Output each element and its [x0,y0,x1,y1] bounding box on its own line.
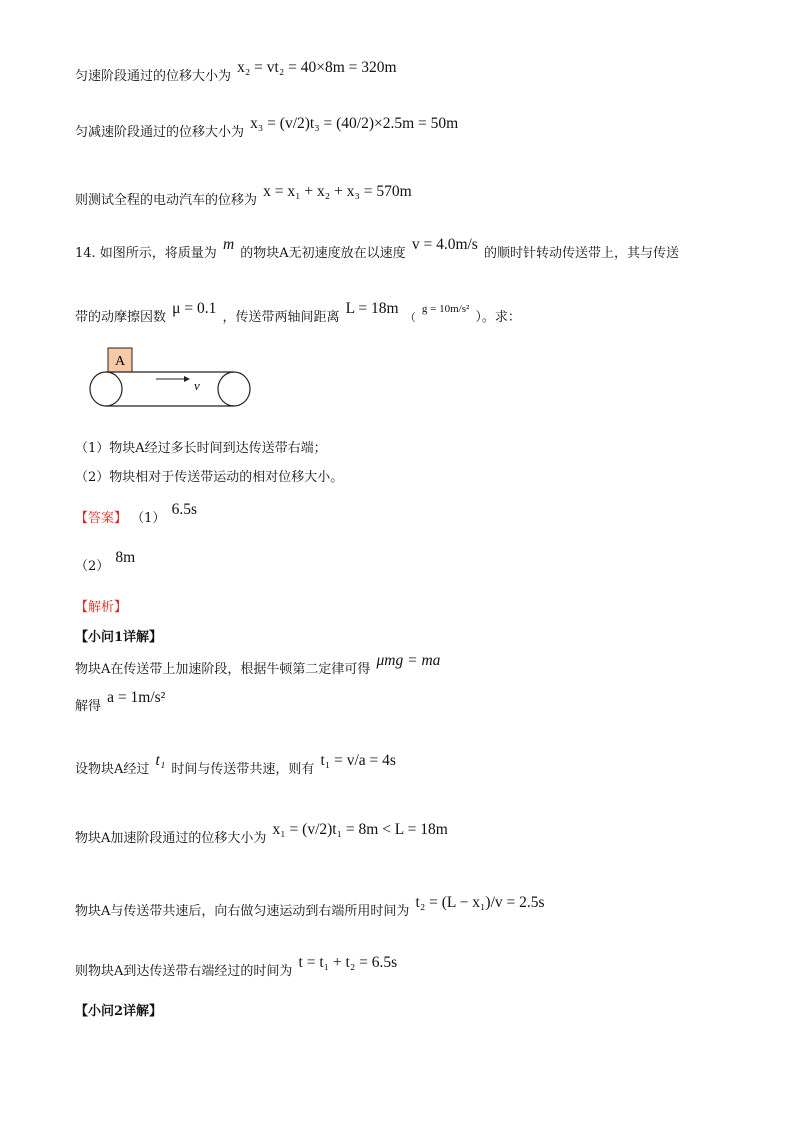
formula-velocity: v = 4.0m/s [411,236,478,253]
line-uniform-displacement [75,59,399,87]
sub-question-1: （1）物块A经过多长时间到达传送带右端； [75,441,327,456]
answer-number: （1） [131,511,166,526]
formula-x2: x₂ = vt₂ = 40×8m = 320m [237,59,397,76]
line-text: 匀减速阶段通过的位移大小为 [75,125,245,140]
formula-t1: t₁ = v/a = 4s [320,752,396,769]
analysis-label: 【解析】 [75,600,128,615]
step-text: 物块A加速阶段通过的位移大小为 [75,831,267,846]
formula-x-total: x = x₁ + x₂ + x₃ = 570m [263,183,412,200]
question-14-line-2 [75,300,521,328]
solution-step-5 [75,894,547,922]
formula-mu: μ = 0.1 [172,300,217,317]
formula-mass: m [222,236,235,253]
answer-number: （2） [75,559,110,574]
solution-step-3 [75,752,398,780]
right-roller [218,372,250,406]
answer-value: 8m [115,549,136,566]
solution-step-6 [75,954,399,982]
solution-step-1 [75,652,442,680]
step-text: 设物块A经过 [75,762,150,777]
solution-step-4 [75,821,450,849]
sub-heading-1: 【小问1详解】 [75,630,163,645]
line-text: 则测试全程的电动汽车的位移为 [75,193,258,208]
velocity-arrowhead [184,376,190,382]
step-text: 则物块A到达传送带右端经过的时间为 [75,964,293,979]
question-text: ，传送带两轴间距离 [222,310,340,325]
step-text: 物块A在传送带上加速阶段，根据牛顿第二定律可得 [75,662,371,677]
sub-question-2: （2）物块相对于传送带运动的相对位移大小。 [75,470,344,485]
formula-t2: t₂ = (L − x₁)/v = 2.5s [415,894,545,911]
line-decel-displacement [75,115,460,143]
formula-x1: x₁ = (v/2)t₁ = 8m < L = 18m [272,821,448,838]
conveyor-belt-diagram [88,345,268,410]
formula-x3: x₃ = (v/2)t₃ = (40/2)×2.5m = 50m [250,115,459,132]
question-14-line-1 [75,236,679,264]
line-text: 匀速阶段通过的位移大小为 [75,69,232,84]
step-text: 物块A与传送带共速后，向右做匀速运动到右端所用时间为 [75,904,410,919]
left-roller [90,372,122,406]
line-total-displacement [75,183,414,211]
step-text: 解得 [75,699,102,714]
formula-acceleration: a = 1m/s² [107,689,166,706]
formula-total-time: t = t₁ + t₂ = 6.5s [298,954,398,971]
answer-label: 【答案】 [75,511,128,526]
formula-length: L = 18m [345,300,399,317]
solution-step-2 [75,689,167,717]
question-text: 14. 如图所示，将质量为 [75,246,217,261]
question-text: 带的动摩擦因数 [75,310,167,325]
question-text: ）。求： [475,310,521,325]
question-text: 的物块A无初速度放在以速度 [240,246,406,261]
answer-2 [75,549,137,577]
question-text: 的顺时针转动传送带上，其与传送 [483,246,679,261]
question-text: （ [404,311,416,324]
sub-heading-2: 【小问2详解】 [75,1004,163,1019]
answer-value: 6.5s [171,501,197,518]
formula-gravity: g = 10m/s² [421,303,470,315]
answer-1 [75,501,199,529]
step-text: 时间与传送带共速，则有 [171,762,315,777]
formula-newton: μmg = ma [376,652,441,669]
symbol-t1: t₁ [155,752,166,769]
velocity-label: v [194,378,200,393]
block-a-label: A [114,354,126,369]
